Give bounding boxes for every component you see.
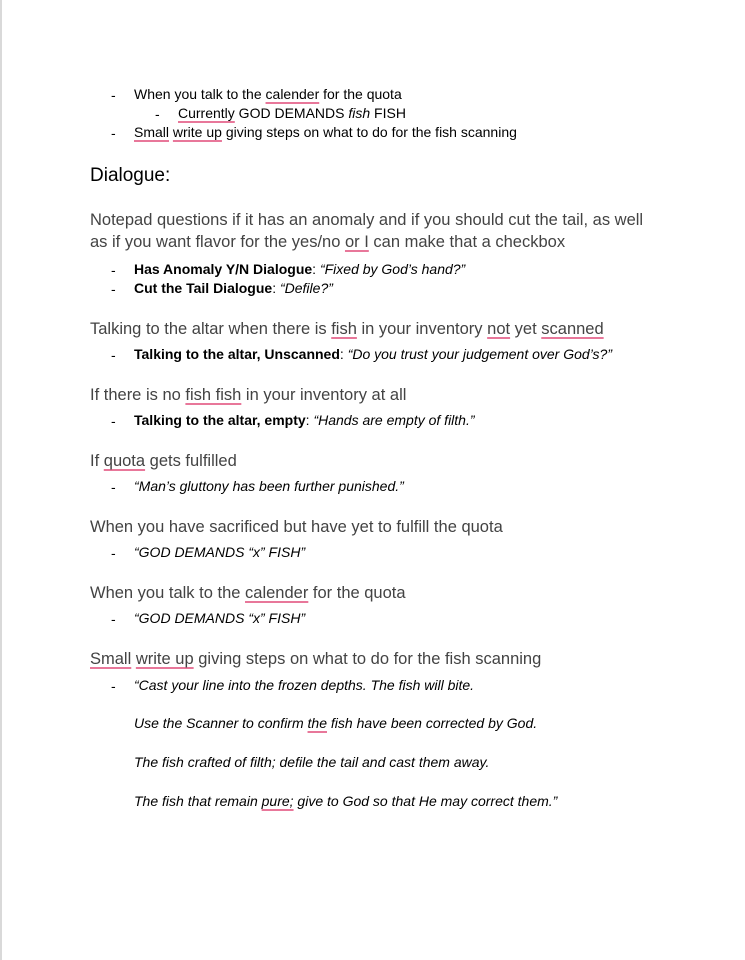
write-up-paragraph: Small write up giving steps on what to do for the fish scanning: [90, 650, 542, 668]
spellcheck-word[interactable]: scanned: [541, 320, 604, 338]
bullet-dash: -: [111, 125, 116, 141]
bullet-dash: -: [111, 87, 116, 103]
spellcheck-word[interactable]: write up: [172, 124, 222, 140]
spellcheck-word[interactable]: not: [487, 320, 511, 338]
bullet-dash: -: [155, 106, 160, 122]
spellcheck-word[interactable]: fish fish: [185, 386, 242, 404]
sub-list-item: Currently GOD DEMANDS fish FISH: [178, 105, 406, 121]
bullet-dash: -: [111, 413, 116, 429]
spellcheck-word[interactable]: the: [307, 715, 327, 731]
list-item: Talking to the altar, empty: “Hands are empty of filth.”: [134, 412, 475, 428]
calender-paragraph: When you talk to the calender for the quota: [90, 584, 406, 602]
write-up-line-3: The fish crafted of filth; defile the tail and cast them away.: [134, 754, 490, 770]
write-up-line-2: Use the Scanner to confirm the fish have been corrected by God.: [134, 715, 538, 731]
spellcheck-word[interactable]: Small: [90, 650, 132, 668]
bullet-dash: -: [111, 545, 116, 561]
list-item: “GOD DEMANDS “x” FISH”: [134, 544, 306, 560]
list-item: Has Anomaly Y/N Dialogue: “Fixed by God’s hand?”: [134, 261, 466, 277]
spellcheck-word[interactable]: Currently: [178, 105, 235, 121]
spellcheck-word[interactable]: fish: [331, 320, 357, 338]
write-up-line-4: The fish that remain pure; give to God so that He may correct them.”: [134, 793, 558, 809]
list-item: Small write up giving steps on what to do for the fish scanning: [134, 124, 517, 140]
bullet-dash: -: [111, 347, 116, 363]
bullet-dash: -: [111, 262, 116, 278]
spellcheck-word[interactable]: calender: [265, 86, 320, 102]
list-item: Talking to the altar, Unscanned: “Do you trust your judgement over God’s?”: [134, 346, 612, 362]
spellcheck-word[interactable]: Small: [134, 124, 170, 140]
notepad-paragraph: Notepad questions if it has an anomaly and if you should cut the tail, as well as if you want flavor for the yes/no or I can make that a checkbox: [90, 211, 644, 251]
bullet-dash: -: [111, 479, 116, 495]
list-item: “GOD DEMANDS “x” FISH”: [134, 610, 306, 626]
list-item: Cut the Tail Dialogue: “Defile?”: [134, 280, 333, 296]
bullet-dash: -: [111, 611, 116, 627]
list-item: When you talk to the calender for the quota: [134, 86, 402, 102]
spellcheck-word[interactable]: quota: [103, 452, 146, 470]
dialogue-heading: Dialogue:: [90, 165, 171, 186]
list-item: “Man’s gluttony has been further punished.”: [134, 478, 404, 494]
page-edge: [0, 0, 2, 960]
write-up-line-1: “Cast your line into the frozen depths. The fish will bite.: [134, 677, 475, 693]
spellcheck-word[interactable]: write up: [135, 650, 194, 668]
spellcheck-word[interactable]: pure;: [261, 793, 294, 809]
bullet-dash: -: [111, 678, 116, 694]
spellcheck-word[interactable]: or I: [344, 233, 369, 251]
altar-unscanned-paragraph: Talking to the altar when there is fish in your inventory not yet scanned: [90, 320, 604, 338]
altar-empty-paragraph: If there is no fish fish in your inventory at all: [90, 386, 407, 404]
sacrificed-paragraph: When you have sacrificed but have yet to fulfill the quota: [90, 518, 503, 536]
bullet-dash: -: [111, 281, 116, 297]
quota-fulfilled-paragraph: If quota gets fulfilled: [90, 452, 237, 470]
spellcheck-word[interactable]: calender: [245, 584, 309, 602]
